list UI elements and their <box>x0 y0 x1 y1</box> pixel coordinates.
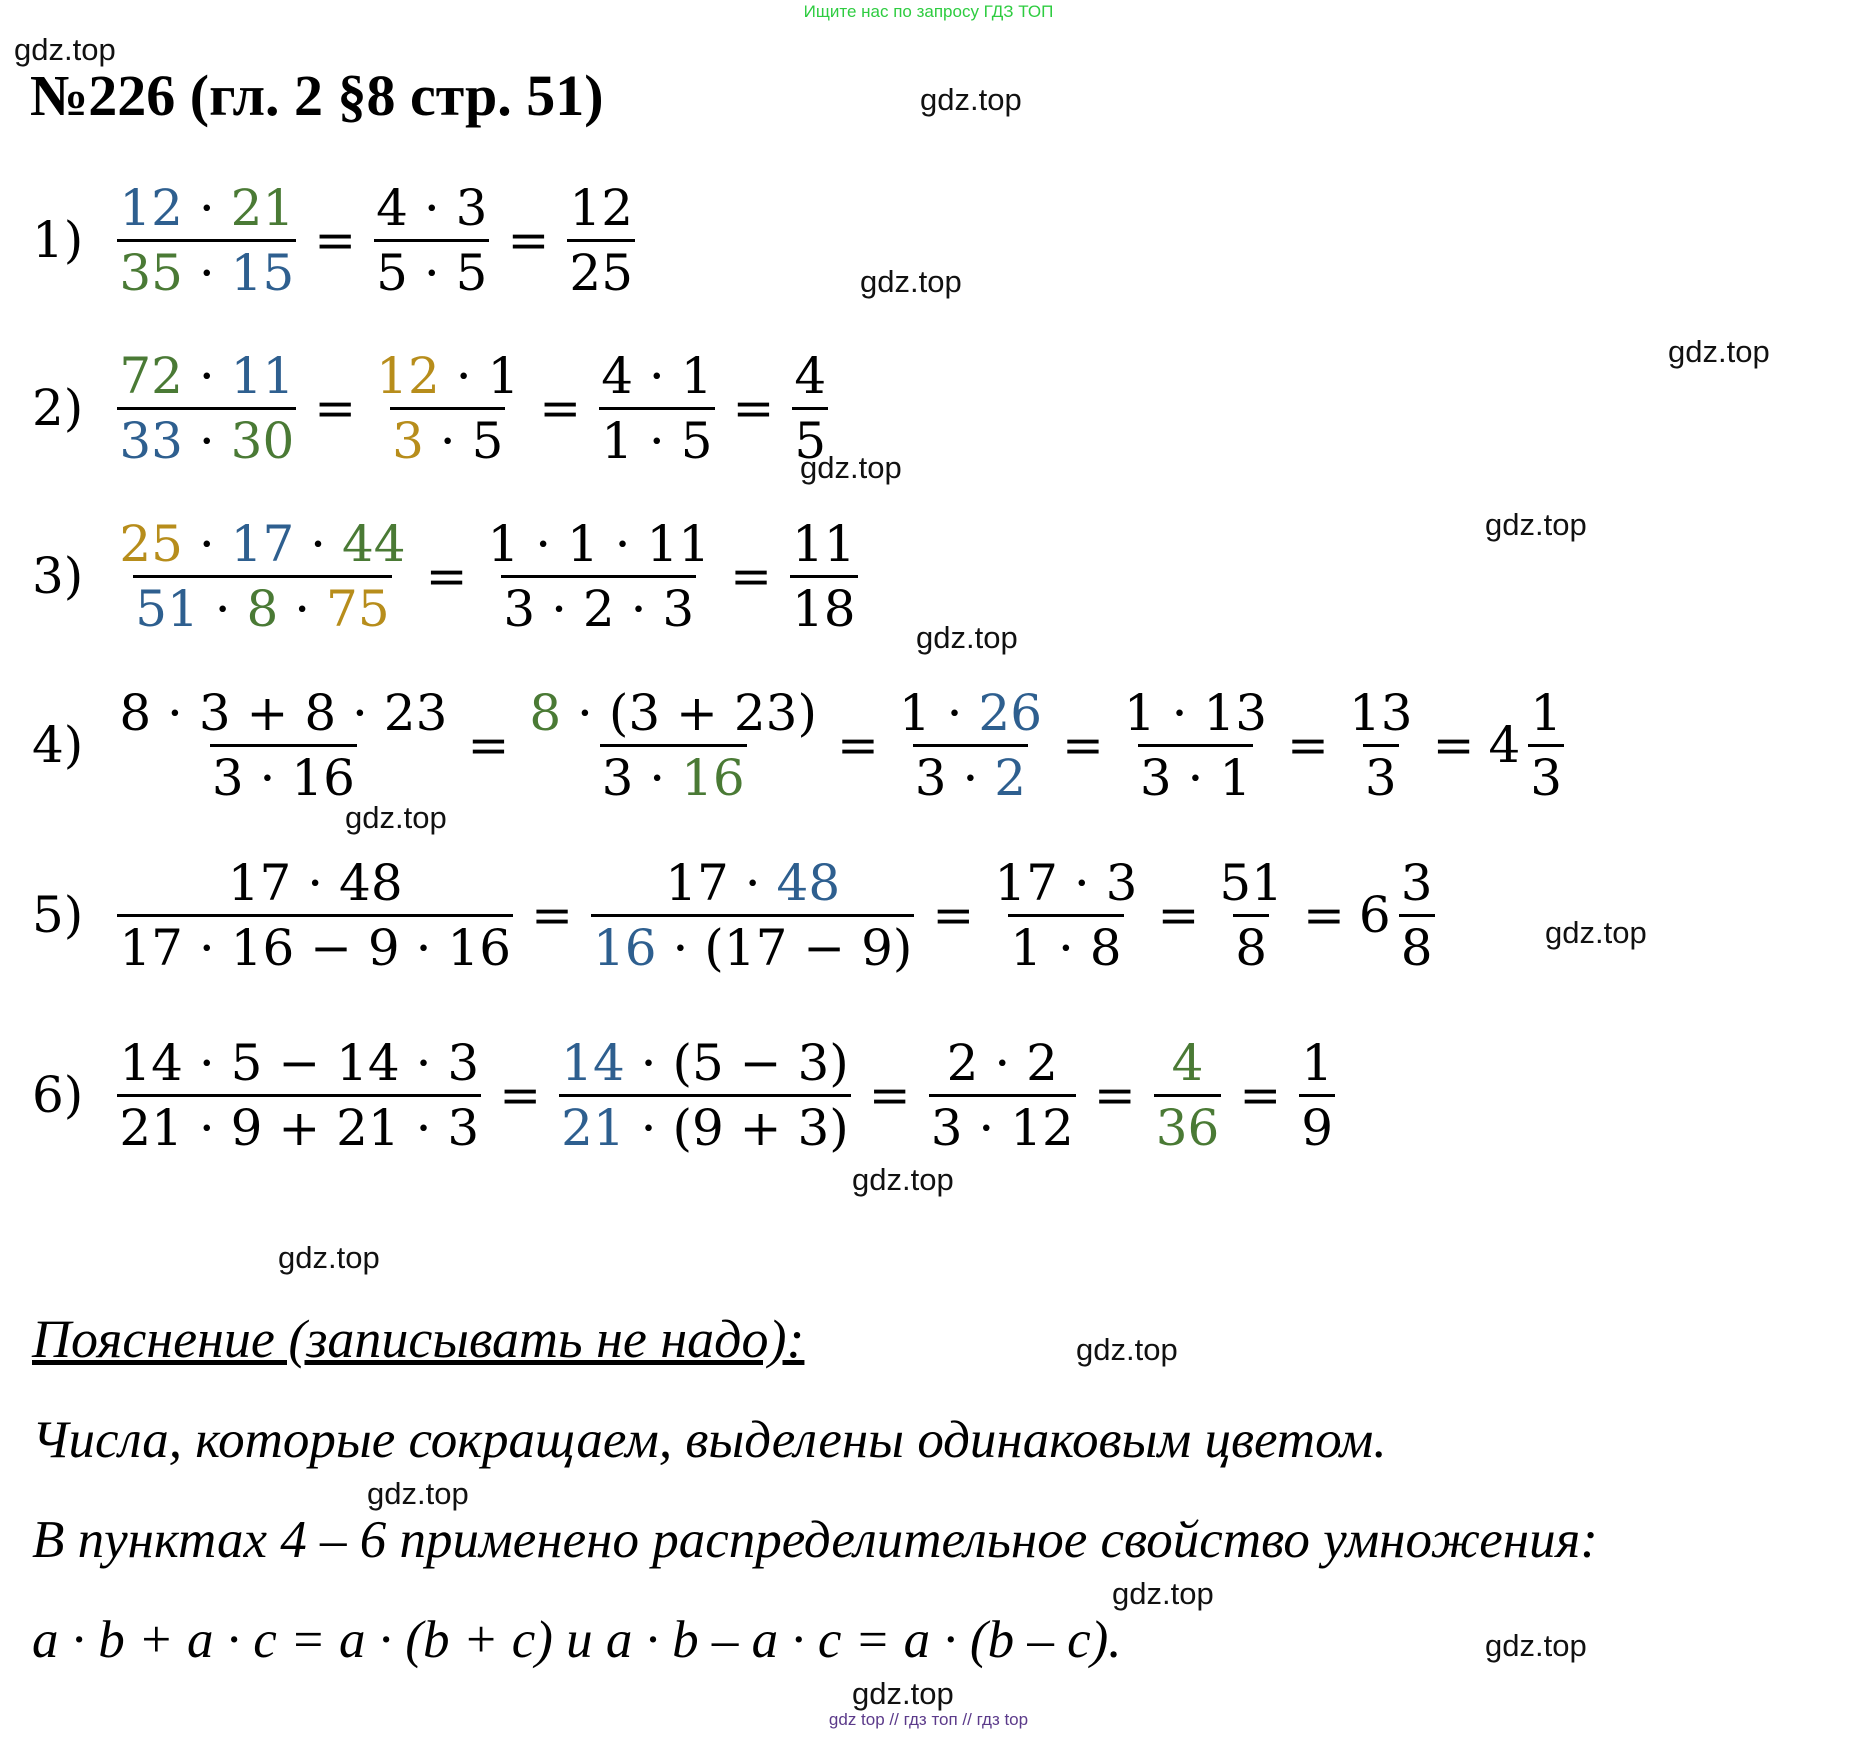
denominator-part: 30 <box>230 411 295 470</box>
top-banner: Ищите нас по запросу ГДЗ ТОП <box>803 2 1054 21</box>
equation-label: 3) <box>32 547 84 605</box>
fraction <box>370 178 493 302</box>
numerator: 11 <box>792 514 856 573</box>
equation-label: 6) <box>32 1066 84 1124</box>
fraction <box>113 683 453 807</box>
watermark: gdz.top <box>920 82 1022 117</box>
mixed-whole: 6 <box>1358 886 1391 944</box>
numerator-part: 21 <box>230 178 295 237</box>
page-title: №226 (гл. 2 §8 стр. 51) <box>30 63 604 128</box>
numerator-part: 72 <box>119 346 183 405</box>
numerator-part: 17 <box>230 514 295 573</box>
fraction: $\frac{12 \cdot 1}{3 \cdot 5}$ <box>376 346 520 470</box>
explanation-line: В пунктах 4 – 6 применено распределительное свойство умножения: <box>32 1511 1598 1569</box>
denominator-part: 35 <box>119 243 183 302</box>
denominator: 3 · 12 <box>929 1094 1076 1153</box>
numerator-part: 44 <box>341 514 406 573</box>
equation-2: 2) $\frac{72 \cdot 11}{33 \cdot 30}$ = $\frac{12 \cdot 1}{3 \cdot 5}$ = $\frac{4 \cdot 1}{1 \cdot 5}$ = $\frac{4}{5}$ <box>32 333 832 483</box>
fraction <box>1213 853 1289 977</box>
numerator-part: (5 − 3) <box>672 1033 849 1092</box>
denominator-part: 8 <box>246 579 279 638</box>
equation-label: 1) <box>32 211 84 269</box>
equation-4: 4) $\frac{8 \cdot 3 + 8 \cdot 23}{3 \cdot 16}$ = $\frac{8 \cdot (3 + 23)}{3 \cdot 16}$ = $\frac{1 \cdot 26}{3 \cdot 2}$ = $\frac{1 \cdot 13}{3 \cdot 1}$ = $\frac{13}{3}$ = 4 $\frac{1}{3}$ <box>32 670 1568 820</box>
denominator: 8 <box>1399 914 1435 973</box>
bottom-footer: gdz top // гдз топ // гдз top <box>828 1710 1029 1729</box>
fraction <box>788 346 832 470</box>
watermark: gdz.top <box>852 1676 954 1711</box>
numerator-part: 14 <box>561 1033 625 1092</box>
numerator: 1 <box>1530 683 1563 742</box>
denominator: 5 · 5 <box>374 239 489 298</box>
numerator-part: 17 <box>665 853 729 912</box>
numerator: 13 <box>1348 683 1413 742</box>
denominator: 1 · 8 <box>1008 914 1123 973</box>
denominator-part: 16 <box>681 748 745 807</box>
mixed-whole: 4 <box>1488 716 1521 774</box>
watermark: gdz.top <box>345 800 447 835</box>
fraction <box>1343 683 1419 807</box>
numerator: 1 · 13 <box>1123 683 1268 742</box>
numerator: 17 · 48 <box>227 853 403 912</box>
fraction <box>1395 853 1439 977</box>
denominator: 3 · 2 · 3 <box>501 575 696 634</box>
fraction <box>1295 1033 1339 1157</box>
watermark: gdz.top <box>916 620 1018 655</box>
watermark: gdz.top <box>278 1240 380 1275</box>
watermark: gdz.top <box>1485 507 1587 542</box>
numerator-part: 1 <box>487 346 520 405</box>
fraction <box>1118 683 1273 807</box>
denominator: 9 <box>1299 1094 1335 1153</box>
denominator-part: 15 <box>230 243 295 302</box>
denominator-part: 16 <box>592 918 657 977</box>
fraction <box>563 178 639 302</box>
fraction <box>1524 683 1568 807</box>
denominator-part: 51 <box>135 579 199 638</box>
fraction: $\frac{25 \cdot 17 \cdot 44}{51 \cdot 8 \cdot 75}$ <box>119 514 406 638</box>
denominator-part: 21 <box>561 1098 625 1157</box>
denominator: 21 · 9 + 21 · 3 <box>117 1094 481 1153</box>
denominator-part: 2 <box>994 748 1027 807</box>
numerator: 1 <box>1301 1033 1334 1092</box>
watermark: gdz.top <box>860 264 962 299</box>
equation-1: 1) $\frac{12 \cdot 21}{35 \cdot 15}$ = $\frac{4 \cdot 3}{5 \cdot 5}$ = $\frac{12}{25}$ <box>32 165 639 315</box>
numerator: 4 · 1 <box>601 346 713 405</box>
denominator-part: 3 <box>601 748 634 807</box>
denominator: 17 · 16 − 9 · 16 <box>117 914 513 973</box>
numerator-part: 8 <box>529 683 562 742</box>
watermark: gdz.top <box>1485 1628 1587 1663</box>
denominator: 25 <box>567 239 635 298</box>
fraction <box>113 853 517 977</box>
fraction <box>113 1033 485 1157</box>
watermark: gdz.top <box>1668 334 1770 369</box>
numerator: 51 <box>1219 853 1283 912</box>
equation-label: 4) <box>32 716 84 774</box>
fraction: $\frac{17 \cdot 48}{16 \cdot (17 - 9)}$ <box>592 853 913 977</box>
equation-5: 5) $\frac{17 \cdot 48}{17 \cdot 16 - 9 \cdot 16}$ = $\frac{17 \cdot 48}{16 \cdot (17 - 9)}$ = $\frac{17 \cdot 3}{1 \cdot 8}$ = $\frac{51}{8}$ = 6 $\frac{3}{8}$ <box>32 840 1439 990</box>
watermark: gdz.top <box>14 32 116 67</box>
fraction: $\frac{8 \cdot (3 + 23)}{3 \cdot 16}$ <box>529 683 817 807</box>
numerator-part: 48 <box>776 853 841 912</box>
numerator: 4 · 3 <box>376 178 488 237</box>
denominator-part: 3 <box>392 411 424 470</box>
denominator: 36 <box>1154 1094 1222 1153</box>
numerator: 4 <box>1171 1033 1204 1092</box>
denominator: 3 <box>1363 744 1399 803</box>
fraction <box>481 514 716 638</box>
denominator-part: (9 + 3) <box>672 1098 849 1157</box>
numerator: 14 · 5 − 14 · 3 <box>119 1033 480 1092</box>
equation-6: 6) $\frac{14 \cdot 5 - 14 \cdot 3}{21 \cdot 9 + 21 \cdot 3}$ = $\frac{14 \cdot (5 - 3)}{21 \cdot (9 + 3)}$ = $\frac{2 \cdot 2}{3 \cdot 12}$ = $\frac{4}{36}$ = $\frac{1}{9}$ <box>32 1020 1339 1170</box>
numerator-part: 11 <box>230 346 295 405</box>
denominator: 3 <box>1528 744 1564 803</box>
fraction <box>925 1033 1080 1157</box>
numerator-part: 12 <box>119 178 183 237</box>
explanation-formula: a · b + a · c = a · (b + c) и a · b – a · c = a · (b – c). <box>32 1611 1122 1669</box>
explanation-title: Пояснение (записывать не надо): <box>32 1309 805 1369</box>
fraction <box>988 853 1143 977</box>
denominator-part: 33 <box>119 411 183 470</box>
watermark: gdz.top <box>367 1476 469 1511</box>
numerator: 3 <box>1400 853 1433 912</box>
equation-label: 5) <box>32 886 84 944</box>
denominator: 18 <box>790 575 858 634</box>
fraction: $\frac{72 \cdot 11}{33 \cdot 30}$ <box>119 346 295 470</box>
watermark: gdz.top <box>800 450 902 485</box>
numerator: 12 <box>569 178 634 237</box>
numerator-part: (3 + 23) <box>608 683 817 742</box>
fraction <box>1150 1033 1226 1157</box>
watermark: gdz.top <box>1112 1576 1214 1611</box>
numerator: 2 · 2 <box>946 1033 1058 1092</box>
watermark: gdz.top <box>1076 1332 1178 1367</box>
fraction <box>786 514 862 638</box>
numerator: 1 · 1 · 11 <box>487 514 711 573</box>
fraction <box>595 346 718 470</box>
denominator: 8 <box>1233 914 1269 973</box>
numerator-part: 1 <box>898 683 931 742</box>
watermark: gdz.top <box>1545 915 1647 950</box>
numerator-part: 12 <box>376 346 440 405</box>
denominator-part: (17 − 9) <box>704 918 913 977</box>
denominator: 5 <box>792 407 828 466</box>
numerator-part: 25 <box>119 514 183 573</box>
equation-3: 3) $\frac{25 \cdot 17 \cdot 44}{51 \cdot 8 \cdot 75}$ = $\frac{1 \cdot 1 \cdot 11}{3 \cdot 2 \cdot 3}$ = $\frac{11}{18}$ <box>32 501 862 651</box>
explanation-line: Числа, которые сокращаем, выделены одинаковым цветом. <box>32 1411 1387 1469</box>
denominator-part: 5 <box>471 411 504 470</box>
watermark: gdz.top <box>852 1162 954 1197</box>
denominator: 3 · 16 <box>210 744 357 803</box>
fraction: $\frac{1 \cdot 26}{3 \cdot 2}$ <box>898 683 1043 807</box>
fraction: $\frac{12 \cdot 21}{35 \cdot 15}$ <box>119 178 295 302</box>
denominator-part: 3 <box>914 748 947 807</box>
numerator: 4 <box>794 346 827 405</box>
equation-label: 2) <box>32 379 84 437</box>
numerator: 8 · 3 + 8 · 23 <box>119 683 448 742</box>
numerator-part: 26 <box>978 683 1043 742</box>
fraction: $\frac{14 \cdot (5 - 3)}{21 \cdot (9 + 3)}$ <box>561 1033 849 1157</box>
denominator-part: 75 <box>326 579 390 638</box>
denominator: 1 · 5 <box>599 407 714 466</box>
numerator: 17 · 3 <box>994 853 1138 912</box>
denominator: 3 · 1 <box>1138 744 1253 803</box>
